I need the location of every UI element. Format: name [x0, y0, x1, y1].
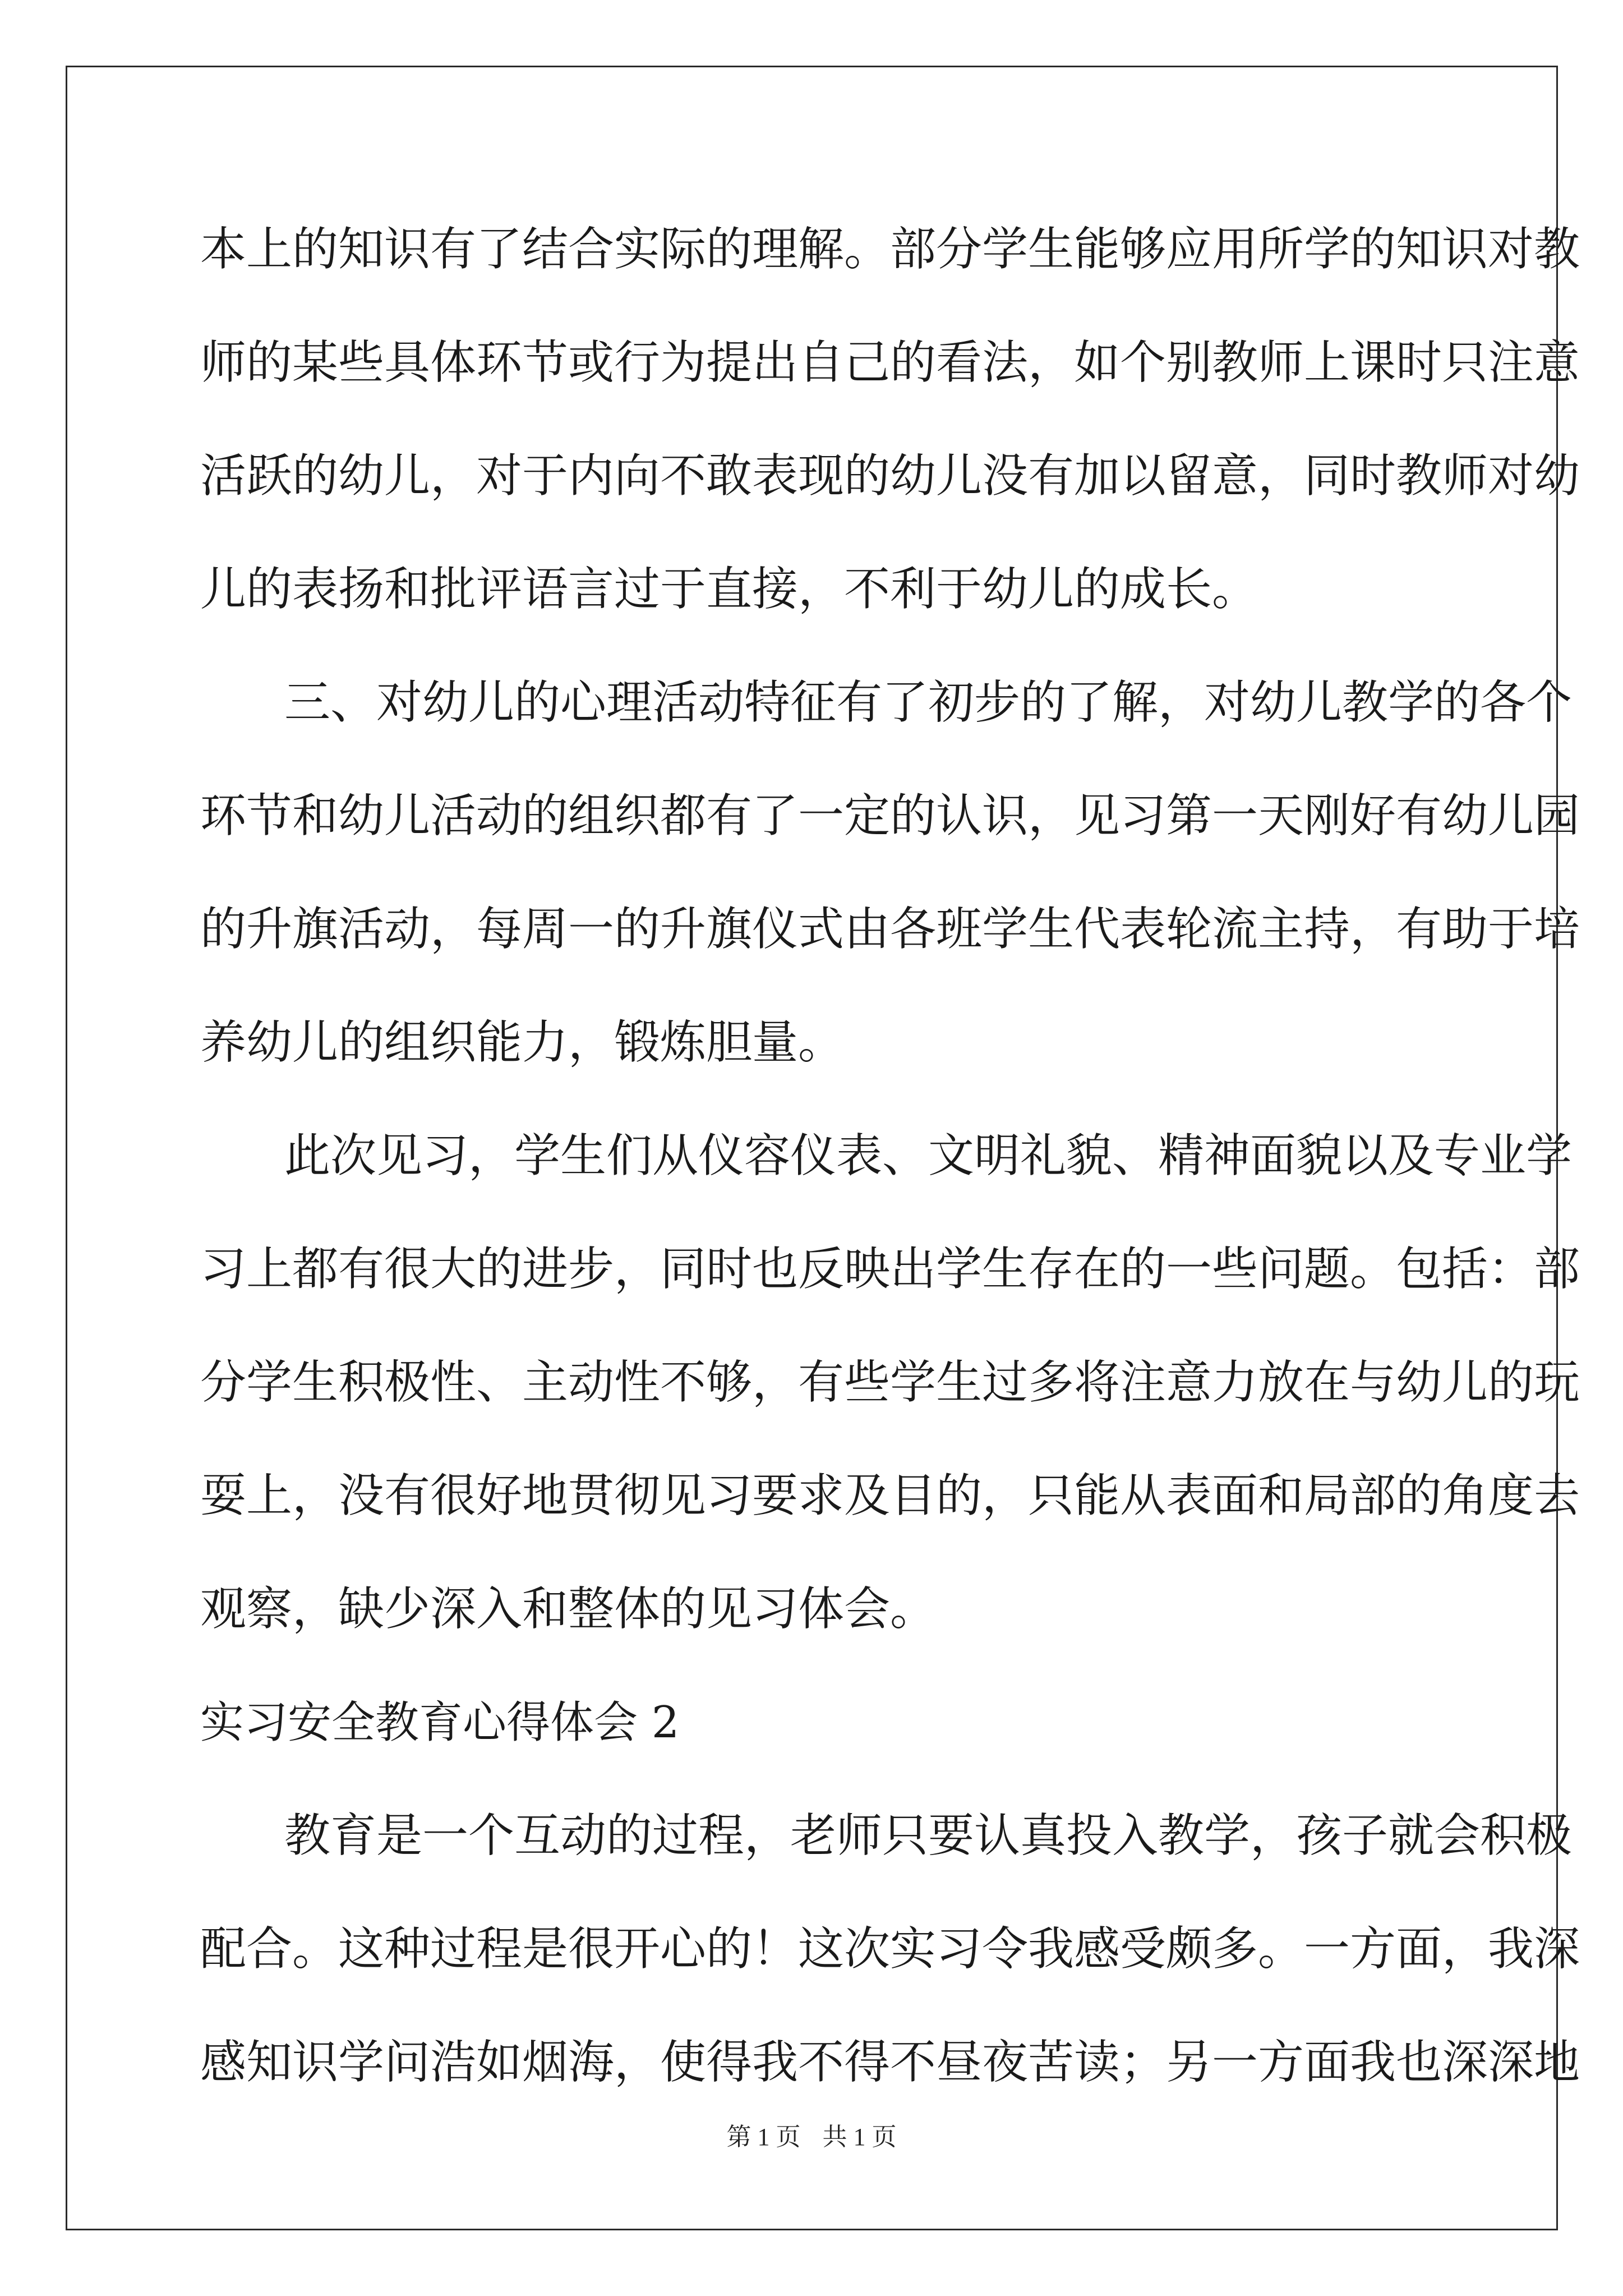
- text-line-11: 分学生积极性、主动性不够，有些学生过多将注意力放在与幼儿的玩: [200, 1356, 1580, 1409]
- document-body: [200, 213, 1580, 2139]
- text-line-2: 师的某些具体环节或行为提出自己的看法，如个别教师上课时只注意: [200, 336, 1580, 389]
- text-line-16: 配合。这种过程是很开心的！这次实习令我感受颇多。一方面，我深: [200, 1922, 1580, 1976]
- text-line-7: 的升旗活动，每周一的升旗仪式由各班学生代表轮流主持，有助于培: [200, 903, 1580, 956]
- text-line-9: 此次见习，学生们从仪容仪表、文明礼貌、精神面貌以及专业学: [284, 1129, 1573, 1182]
- text-line-15: 教育是一个互动的过程，老师只要认真投入教学，孩子就会积极: [284, 1809, 1573, 1862]
- text-line-4: 儿的表扬和批评语言过于直接，不利于幼儿的成长。: [200, 563, 1258, 616]
- section-heading: 实习安全教育心得体会 2: [200, 1697, 680, 1748]
- text-line-17: 感知识学问浩如烟海，使得我不得不昼夜苦读；另一方面我也深深地: [200, 2036, 1580, 2089]
- text-line-3: 活跃的幼儿，对于内向不敢表现的幼儿没有加以留意，同时教师对幼: [200, 449, 1580, 503]
- text-line-13: 观察，缺少深入和整体的见习体会。: [200, 1582, 937, 1636]
- text-line-10: 习上都有很大的进步，同时也反映出学生存在的一些问题。包括：部: [200, 1243, 1580, 1296]
- page-footer: [0, 2120, 1623, 2154]
- text-line-6: 环节和幼儿活动的组织都有了一定的认识，见习第一天刚好有幼儿园: [200, 789, 1580, 843]
- text-line-8: 养幼儿的组织能力，锻炼胆量。: [200, 1016, 845, 1069]
- page-total: 共 1 页: [822, 2123, 897, 2151]
- text-line-5: 三、对幼儿的心理活动特征有了初步的了解，对幼儿教学的各个: [284, 676, 1573, 729]
- page-number: 第 1 页: [726, 2123, 801, 2151]
- text-line-1: 本上的知识有了结合实际的理解。部分学生能够应用所学的知识对教: [200, 223, 1580, 276]
- text-line-12: 耍上，没有很好地贯彻见习要求及目的，只能从表面和局部的角度去: [200, 1469, 1580, 1522]
